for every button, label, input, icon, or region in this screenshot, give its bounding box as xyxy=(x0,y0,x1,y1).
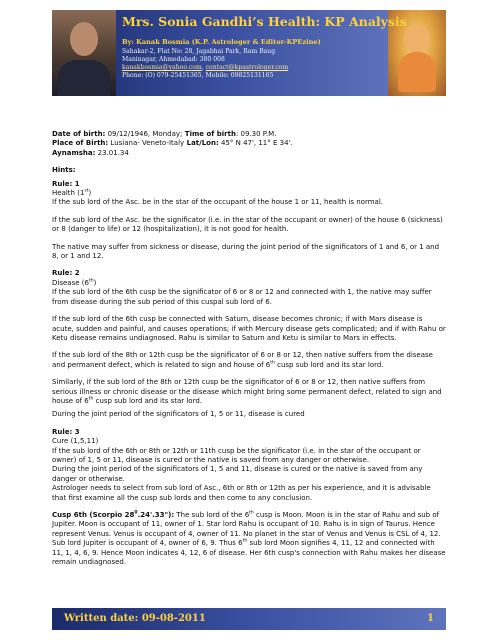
birth-date-line: Date of birth: 09/12/1946, Monday; Time of birth: 09.30 P.M. xyxy=(52,130,277,138)
rule-2-heading: Rule: 2 xyxy=(52,269,80,278)
written-date: Written date: 09-08-2011 xyxy=(64,613,206,624)
aynamsha-line: Aynamsha: 23.01.34 xyxy=(52,148,129,157)
rule-2-paragraph: If the sub lord of the 6th cusp be the significator of 6 or 8 or 12 and connected with 1, the native may suffer from disease during the sub period of this cuspal sub lord of 6. xyxy=(52,288,432,306)
document-body xyxy=(52,130,446,567)
footer-banner xyxy=(52,608,446,630)
email-line xyxy=(122,64,288,71)
rule-1-heading: Rule: 1 xyxy=(52,179,80,188)
rule-1-subtitle: Health (1st) xyxy=(52,188,92,198)
email-link-2[interactable]: contact@kpastrologer.com xyxy=(205,64,289,71)
rule-3-heading: Rule: 3 xyxy=(52,427,80,436)
rule-3-paragraph: Astrologer needs to select from sub lord of Asc., 6th or 8th or 12th as per his experience, and it is advisable that first examine all the cusp sub lords and then come to any conclusion. xyxy=(52,484,431,502)
rule-3-paragraph: If the sub lord of the 6th or 8th or 12th or 11th cusp be the significator (i.e. in the star of the occupant or owner) of 1, 5 or 11, disease is cured or the native is saved from any danger or otherwise. xyxy=(52,446,421,464)
rule-3-subtitle: Cure (1,5,11) xyxy=(52,437,99,446)
rule-1-paragraph: The native may suffer from sickness or disease, during the joint period of the significators of 1 and 6, or 1 and 8, or 1 and 12. xyxy=(52,242,440,261)
rule-3-paragraph: During the joint period of the significators of 1, 5 and 11, disease is cured or the native is saved from any danger or otherwise. xyxy=(52,465,423,483)
address-line-1: Sahakar-2, Flat No: 28, Jagabhai Park, Ram Baug xyxy=(122,48,276,55)
address-line-2: Maninagar, Ahmedabad: 380 008 xyxy=(122,56,225,63)
rule-2-subtitle: Disease (6th) xyxy=(52,278,97,287)
email-separator: , xyxy=(201,64,206,71)
rule-2-paragraph: During the joint period of the significators of 1, 5 or 11, disease is cured xyxy=(52,410,305,419)
page-title: Mrs. Sonia Gandhi’s Health: KP Analysis xyxy=(122,14,407,29)
page-number: 1 xyxy=(427,613,434,624)
rule-2-paragraph: Similarly, if the sub lord of the 8th or 12th cusp be the significator of 6 or 8 or 12, then native suffers from serious illness or chronic disease or the disease which might bring some permanent defect, related to sign and house of 6th cusp sub lord and its star lord. xyxy=(52,378,442,405)
author-photo xyxy=(52,10,116,96)
author-suit xyxy=(58,60,110,96)
hints-heading: Hints: xyxy=(52,166,76,175)
rule-1-paragraph: If the sub lord of the Asc. be the significator (i.e. in the star of the occupant or owner) of the house 6 (sickness) or 8 (danger to life) or 12 (hospitalization), it is not good for health. xyxy=(52,215,443,234)
author-byline: By: Kanak Bosmia (K.P. Astrologer & Editor-KPEzine) xyxy=(122,38,321,46)
birth-place-line: Place of Birth: Lusiana- Veneto-Italy Lat/Lon: 45° N 47', 11° E 34'. xyxy=(52,139,293,148)
phone-line: Phone: (O) 079-25451365, Mobile: 09825131165 xyxy=(122,72,274,79)
email-link-1[interactable]: kanakbosmia@yahoo.com xyxy=(122,64,202,71)
ganesh-head xyxy=(404,24,430,54)
ganesh-body xyxy=(398,52,436,92)
rule-2-paragraph: If the sub lord of the 6th cusp be connected with Saturn, disease becomes chronic; if with Mars disease is acute, sudden and painful, and causes operations; if with Mercury disease gets complicated; and if with Rahu or Ketu disease remains undiagnosed. Rahu is similar to Saturn and Ketu is similar to Mars in effects. xyxy=(52,315,446,342)
cusp-6th-analysis: Cusp 6th (Scorpio $28^0.24'.33$"): The sub lord of the 6th cusp is Moon. Moon is in the star of Rahu and sub of Jupiter. Moon is occupant of 11, owner of 1. Star lord Rahu is occupant of 10. Rahu is in sign of Taurus. Hence represent Venus. Venus is occupant of 4, owner of 11. No planet in the star of Venus and Venus is CSL of 4, 12. Sub lord Jupiter is occupant of 4, owner of 6, 9. Thus 6th sub lord Moon signifies 4, 11, 12 and connected with 11, 1, 4, 6, 9. Hence Moon indicates 4, 12, 6 of disease. Her 6th cusp's connection with Rahu makes her disease remain undiagnosed. xyxy=(52,510,446,567)
author-face xyxy=(70,22,98,56)
rule-1-paragraph: If the sub lord of the Asc. be in the star of the occupant of the house 1 or 11, health is normal. xyxy=(52,198,384,207)
rule-2-paragraph: If the sub lord of the 8th or 12th cusp be the significator of 6 or 8 or 12, then native suffers from the disease and permanent defect, which is related to sign and house of 6th cusp sub lord and its star lord. xyxy=(52,351,433,369)
